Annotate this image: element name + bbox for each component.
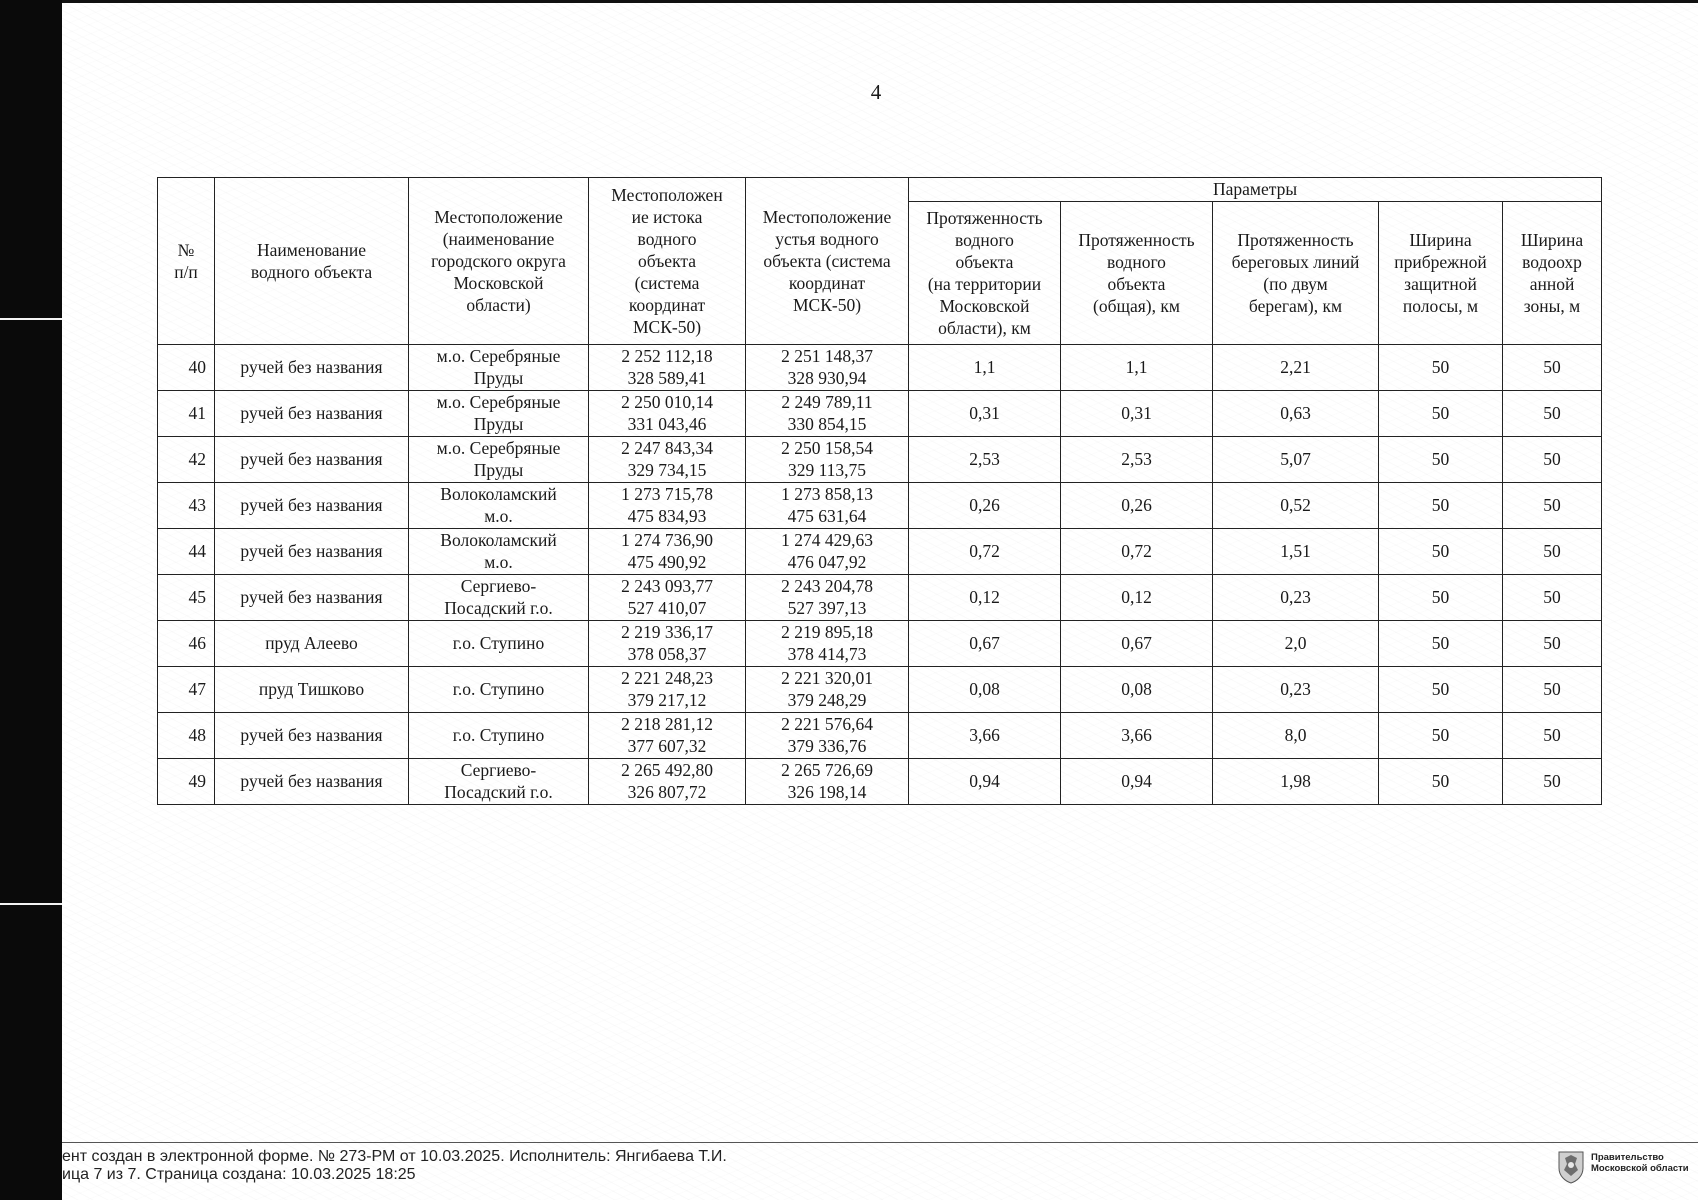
row-mouth-cell: 1 273 858,13 475 631,64 xyxy=(746,483,909,529)
row-name-cell: ручей без названия xyxy=(215,713,409,759)
table-row xyxy=(158,391,1602,437)
row-mouth-cell: 2 251 148,37 328 930,94 xyxy=(746,345,909,391)
row-strip-cell: 50 xyxy=(1379,621,1503,667)
row-length-moscow-cell: 0,12 xyxy=(909,575,1061,621)
header-location: Местоположение (наименование городского округа Московской области) xyxy=(409,178,589,345)
row-num-cell: 48 xyxy=(158,713,215,759)
row-shore-cell: 0,23 xyxy=(1213,667,1379,713)
row-source-cell: 2 252 112,18 328 589,41 xyxy=(589,345,746,391)
row-strip-cell: 50 xyxy=(1379,437,1503,483)
row-length-moscow-cell: 0,67 xyxy=(909,621,1061,667)
row-strip-cell: 50 xyxy=(1379,575,1503,621)
row-length-total-cell: 3,66 xyxy=(1061,713,1213,759)
row-strip-cell: 50 xyxy=(1379,529,1503,575)
row-zone-cell: 50 xyxy=(1503,345,1602,391)
government-label xyxy=(1591,1152,1691,1174)
government-label-line-1: Правительство xyxy=(1591,1152,1664,1163)
row-name-cell: ручей без названия xyxy=(215,483,409,529)
row-mouth-cell: 1 274 429,63 476 047,92 xyxy=(746,529,909,575)
row-length-moscow-cell: 0,31 xyxy=(909,391,1061,437)
row-zone-cell: 50 xyxy=(1503,759,1602,805)
row-source-cell: 1 273 715,78 475 834,93 xyxy=(589,483,746,529)
row-mouth-cell: 2 221 576,64 379 336,76 xyxy=(746,713,909,759)
row-length-moscow-cell: 1,1 xyxy=(909,345,1061,391)
row-strip-cell: 50 xyxy=(1379,345,1503,391)
row-shore-cell: 0,23 xyxy=(1213,575,1379,621)
row-num-cell: 40 xyxy=(158,345,215,391)
footer-line-2: ица 7 из 7. Страница создана: 10.03.2025 18:25 xyxy=(62,1166,416,1183)
footer-line-1: ент создан в электронной форме. № 273-РМ от 10.03.2025. Исполнитель: Янгибаева Т.И. xyxy=(62,1148,727,1165)
row-shore-cell: 0,52 xyxy=(1213,483,1379,529)
header-parameters: Параметры xyxy=(909,178,1602,202)
row-num-cell: 49 xyxy=(158,759,215,805)
row-length-total-cell: 0,94 xyxy=(1061,759,1213,805)
row-location-cell: г.о. Ступино xyxy=(409,667,589,713)
row-strip-cell: 50 xyxy=(1379,667,1503,713)
row-source-cell: 2 250 010,14 331 043,46 xyxy=(589,391,746,437)
header-coastal-strip: Ширина прибрежной защитной полосы, м xyxy=(1379,202,1503,345)
row-source-cell: 2 219 336,17 378 058,37 xyxy=(589,621,746,667)
moscow-region-coat-of-arms-icon xyxy=(1557,1150,1585,1184)
row-zone-cell: 50 xyxy=(1503,529,1602,575)
row-name-cell: ручей без названия xyxy=(215,437,409,483)
header-num: № п/п xyxy=(158,178,215,345)
row-shore-cell: 5,07 xyxy=(1213,437,1379,483)
row-zone-cell: 50 xyxy=(1503,437,1602,483)
table-row xyxy=(158,621,1602,667)
row-length-total-cell: 1,1 xyxy=(1061,345,1213,391)
row-name-cell: ручей без названия xyxy=(215,391,409,437)
row-source-cell: 2 247 843,34 329 734,15 xyxy=(589,437,746,483)
row-length-total-cell: 0,72 xyxy=(1061,529,1213,575)
row-shore-cell: 1,51 xyxy=(1213,529,1379,575)
row-length-total-cell: 0,12 xyxy=(1061,575,1213,621)
row-name-cell: ручей без названия xyxy=(215,529,409,575)
row-strip-cell: 50 xyxy=(1379,483,1503,529)
header-name: Наименование водного объекта xyxy=(215,178,409,345)
row-location-cell: г.о. Ступино xyxy=(409,621,589,667)
scan-edge-bar xyxy=(0,0,62,1200)
row-mouth-cell: 2 265 726,69 326 198,14 xyxy=(746,759,909,805)
row-name-cell: ручей без названия xyxy=(215,759,409,805)
row-source-cell: 2 218 281,12 377 607,32 xyxy=(589,713,746,759)
footer-divider xyxy=(62,1142,1698,1143)
row-mouth-cell: 2 221 320,01 379 248,29 xyxy=(746,667,909,713)
header-protection-zone: Ширина водоохр анной зоны, м xyxy=(1503,202,1602,345)
water-objects-table xyxy=(157,177,1602,805)
table-row xyxy=(158,529,1602,575)
table-row xyxy=(158,483,1602,529)
row-num-cell: 45 xyxy=(158,575,215,621)
row-length-total-cell: 2,53 xyxy=(1061,437,1213,483)
table-body xyxy=(158,345,1602,805)
row-location-cell: Сергиево- Посадский г.о. xyxy=(409,575,589,621)
row-name-cell: пруд Алеево xyxy=(215,621,409,667)
row-zone-cell: 50 xyxy=(1503,575,1602,621)
row-zone-cell: 50 xyxy=(1503,391,1602,437)
row-shore-cell: 2,21 xyxy=(1213,345,1379,391)
footer-stamp xyxy=(62,1148,962,1184)
table-row xyxy=(158,345,1602,391)
table-row xyxy=(158,575,1602,621)
row-zone-cell: 50 xyxy=(1503,667,1602,713)
row-length-total-cell: 0,31 xyxy=(1061,391,1213,437)
row-strip-cell: 50 xyxy=(1379,759,1503,805)
row-location-cell: м.о. Серебряные Пруды xyxy=(409,391,589,437)
row-source-cell: 1 274 736,90 475 490,92 xyxy=(589,529,746,575)
row-length-moscow-cell: 2,53 xyxy=(909,437,1061,483)
row-num-cell: 44 xyxy=(158,529,215,575)
row-strip-cell: 50 xyxy=(1379,391,1503,437)
row-length-total-cell: 0,08 xyxy=(1061,667,1213,713)
header-shore-length: Протяженность береговых линий (по двум берегам), км xyxy=(1213,202,1379,345)
header-length-moscow: Протяженность водного объекта (на территории Московской области), км xyxy=(909,202,1061,345)
row-shore-cell: 1,98 xyxy=(1213,759,1379,805)
row-mouth-cell: 2 249 789,11 330 854,15 xyxy=(746,391,909,437)
row-num-cell: 42 xyxy=(158,437,215,483)
table-row xyxy=(158,713,1602,759)
row-location-cell: Волоколамский м.о. xyxy=(409,529,589,575)
row-length-moscow-cell: 0,26 xyxy=(909,483,1061,529)
row-zone-cell: 50 xyxy=(1503,621,1602,667)
row-length-moscow-cell: 3,66 xyxy=(909,713,1061,759)
row-source-cell: 2 243 093,77 527 410,07 xyxy=(589,575,746,621)
row-mouth-cell: 2 243 204,78 527 397,13 xyxy=(746,575,909,621)
row-num-cell: 41 xyxy=(158,391,215,437)
row-location-cell: м.о. Серебряные Пруды xyxy=(409,437,589,483)
table-row xyxy=(158,437,1602,483)
row-source-cell: 2 221 248,23 379 217,12 xyxy=(589,667,746,713)
row-zone-cell: 50 xyxy=(1503,483,1602,529)
row-num-cell: 46 xyxy=(158,621,215,667)
page-number: 4 xyxy=(870,80,882,104)
row-location-cell: м.о. Серебряные Пруды xyxy=(409,345,589,391)
row-name-cell: пруд Тишково xyxy=(215,667,409,713)
table-row xyxy=(158,667,1602,713)
row-length-total-cell: 0,26 xyxy=(1061,483,1213,529)
row-name-cell: ручей без названия xyxy=(215,575,409,621)
row-shore-cell: 0,63 xyxy=(1213,391,1379,437)
header-length-total: Протяженность водного объекта (общая), км xyxy=(1061,202,1213,345)
row-name-cell: ручей без названия xyxy=(215,345,409,391)
row-location-cell: Волоколамский м.о. xyxy=(409,483,589,529)
government-label-line-2: Московской области xyxy=(1591,1163,1689,1174)
row-length-moscow-cell: 0,94 xyxy=(909,759,1061,805)
row-num-cell: 43 xyxy=(158,483,215,529)
row-location-cell: Сергиево- Посадский г.о. xyxy=(409,759,589,805)
row-source-cell: 2 265 492,80 326 807,72 xyxy=(589,759,746,805)
row-mouth-cell: 2 219 895,18 378 414,73 xyxy=(746,621,909,667)
row-mouth-cell: 2 250 158,54 329 113,75 xyxy=(746,437,909,483)
row-location-cell: г.о. Ступино xyxy=(409,713,589,759)
row-length-moscow-cell: 0,08 xyxy=(909,667,1061,713)
row-strip-cell: 50 xyxy=(1379,713,1503,759)
header-source: Местоположен ие истока водного объекта (система координат МСК-50) xyxy=(589,178,746,345)
table-row xyxy=(158,759,1602,805)
row-length-total-cell: 0,67 xyxy=(1061,621,1213,667)
row-shore-cell: 8,0 xyxy=(1213,713,1379,759)
row-shore-cell: 2,0 xyxy=(1213,621,1379,667)
row-length-moscow-cell: 0,72 xyxy=(909,529,1061,575)
header-mouth: Местоположение устья водного объекта (система координат МСК-50) xyxy=(746,178,909,345)
row-zone-cell: 50 xyxy=(1503,713,1602,759)
row-num-cell: 47 xyxy=(158,667,215,713)
